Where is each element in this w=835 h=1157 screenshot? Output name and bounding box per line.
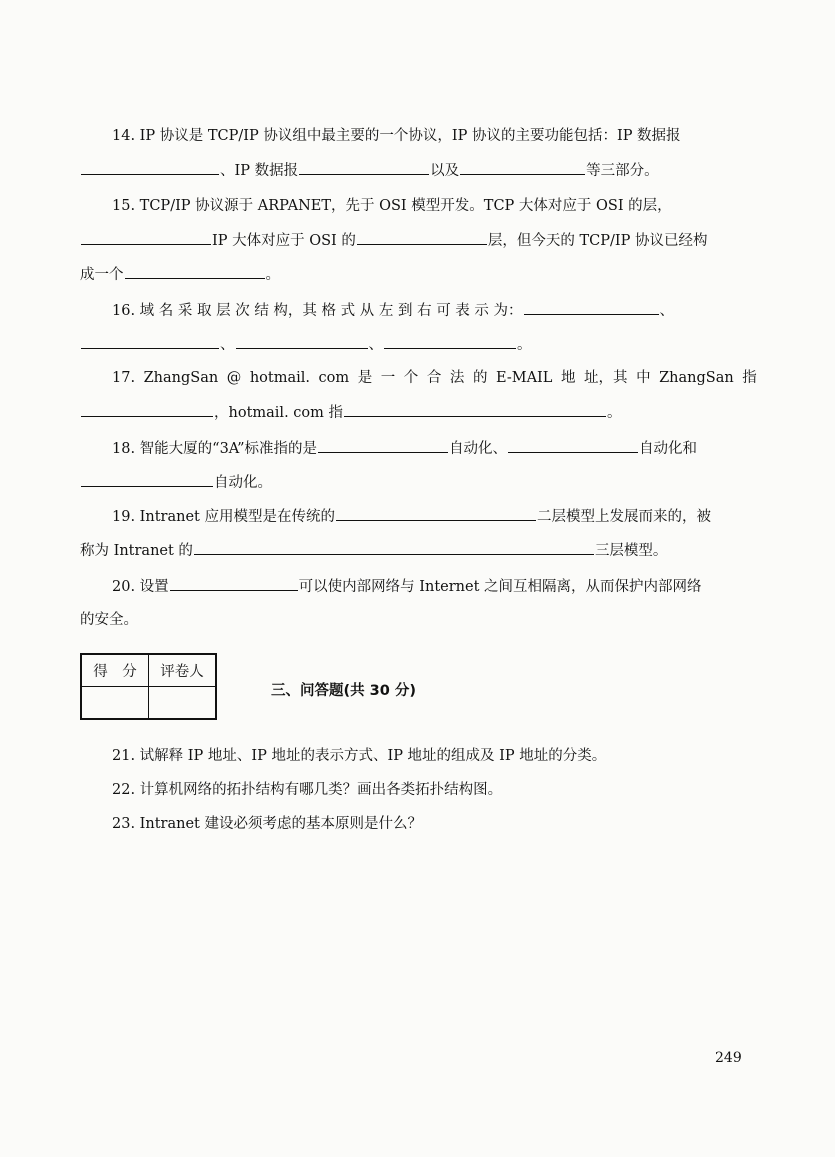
answer-blank[interactable]	[125, 264, 265, 279]
score-label: 得 分	[81, 654, 149, 687]
answer-blank[interactable]	[299, 160, 429, 175]
answer-blank[interactable]	[170, 576, 298, 591]
q16-line2: 、 、 。	[80, 334, 757, 355]
answer-blank[interactable]	[81, 334, 219, 349]
q23: 23. Intranet 建设必须考虑的基本原则是什么？	[112, 816, 422, 832]
answer-blank[interactable]	[384, 334, 516, 349]
answer-blank[interactable]	[81, 230, 211, 245]
q21: 21. 试解释 IP 地址、IP 地址的表示方式、IP 地址的组成及 IP 地址的分类。	[112, 748, 607, 764]
q17-line1: 17. ZhangSan @ hotmail. com 是 一 个 合 法 的 E-MAIL 地 址，其 中 ZhangSan 指	[112, 370, 757, 386]
answer-blank[interactable]	[336, 506, 536, 521]
answer-blank[interactable]	[357, 230, 487, 245]
page-number: 249	[715, 1050, 742, 1066]
section-title: 三、问答题(共 30 分)	[271, 683, 417, 699]
answer-blank[interactable]	[81, 402, 213, 417]
answer-blank[interactable]	[524, 300, 659, 315]
grader-cell[interactable]	[149, 687, 217, 720]
q22: 22. 计算机网络的拓扑结构有哪几类？画出各类拓扑结构图。	[112, 782, 503, 798]
q16-line1: 16. 域 名 采 取 层 次 结 构，其 格 式 从 左 到 右 可 表 示 为： 、	[112, 300, 757, 321]
q17-line2: ，hotmail. com 指 。	[80, 402, 757, 423]
answer-blank[interactable]	[344, 402, 606, 417]
q19-line2: 称为 Intranet 的 三层模型。	[80, 540, 757, 561]
q19-line1: 19. Intranet 应用模型是在传统的 二层模型上发展而来的，被	[112, 506, 757, 527]
answer-blank[interactable]	[81, 160, 219, 175]
score-cell[interactable]	[81, 687, 149, 720]
answer-blank[interactable]	[236, 334, 368, 349]
q15-line1: 15. TCP/IP 协议源于 ARPANET，先于 OSI 模型开发。TCP 大体对应于 OSI 的层，	[112, 198, 672, 214]
answer-blank[interactable]	[318, 438, 448, 453]
grader-label: 评卷人	[149, 654, 217, 687]
q14-line1: 14. IP 协议是 TCP/IP 协议组中最主要的一个协议，IP 协议的主要功能包括：IP 数据报	[112, 128, 681, 144]
q18-line1: 18. 智能大厦的“3A”标准指的是 自动化、 自动化和	[112, 438, 757, 459]
answer-blank[interactable]	[81, 472, 213, 487]
q20-line2: 的安全。	[80, 612, 138, 628]
q18-line2: 自动化。	[80, 472, 757, 493]
q20-line1: 20. 设置 可以使内部网络与 Internet 之间互相隔离，从而保护内部网络	[112, 576, 757, 597]
q14-line2: 、IP 数据报 以及 等三部分。	[80, 160, 757, 181]
q15-line2: IP 大体对应于 OSI 的 层，但今天的 TCP/IP 协议已经构	[80, 230, 757, 251]
answer-blank[interactable]	[460, 160, 585, 175]
answer-blank[interactable]	[508, 438, 638, 453]
q15-line3: 成一个 。	[80, 264, 757, 285]
score-box	[80, 653, 217, 720]
answer-blank[interactable]	[194, 540, 594, 555]
